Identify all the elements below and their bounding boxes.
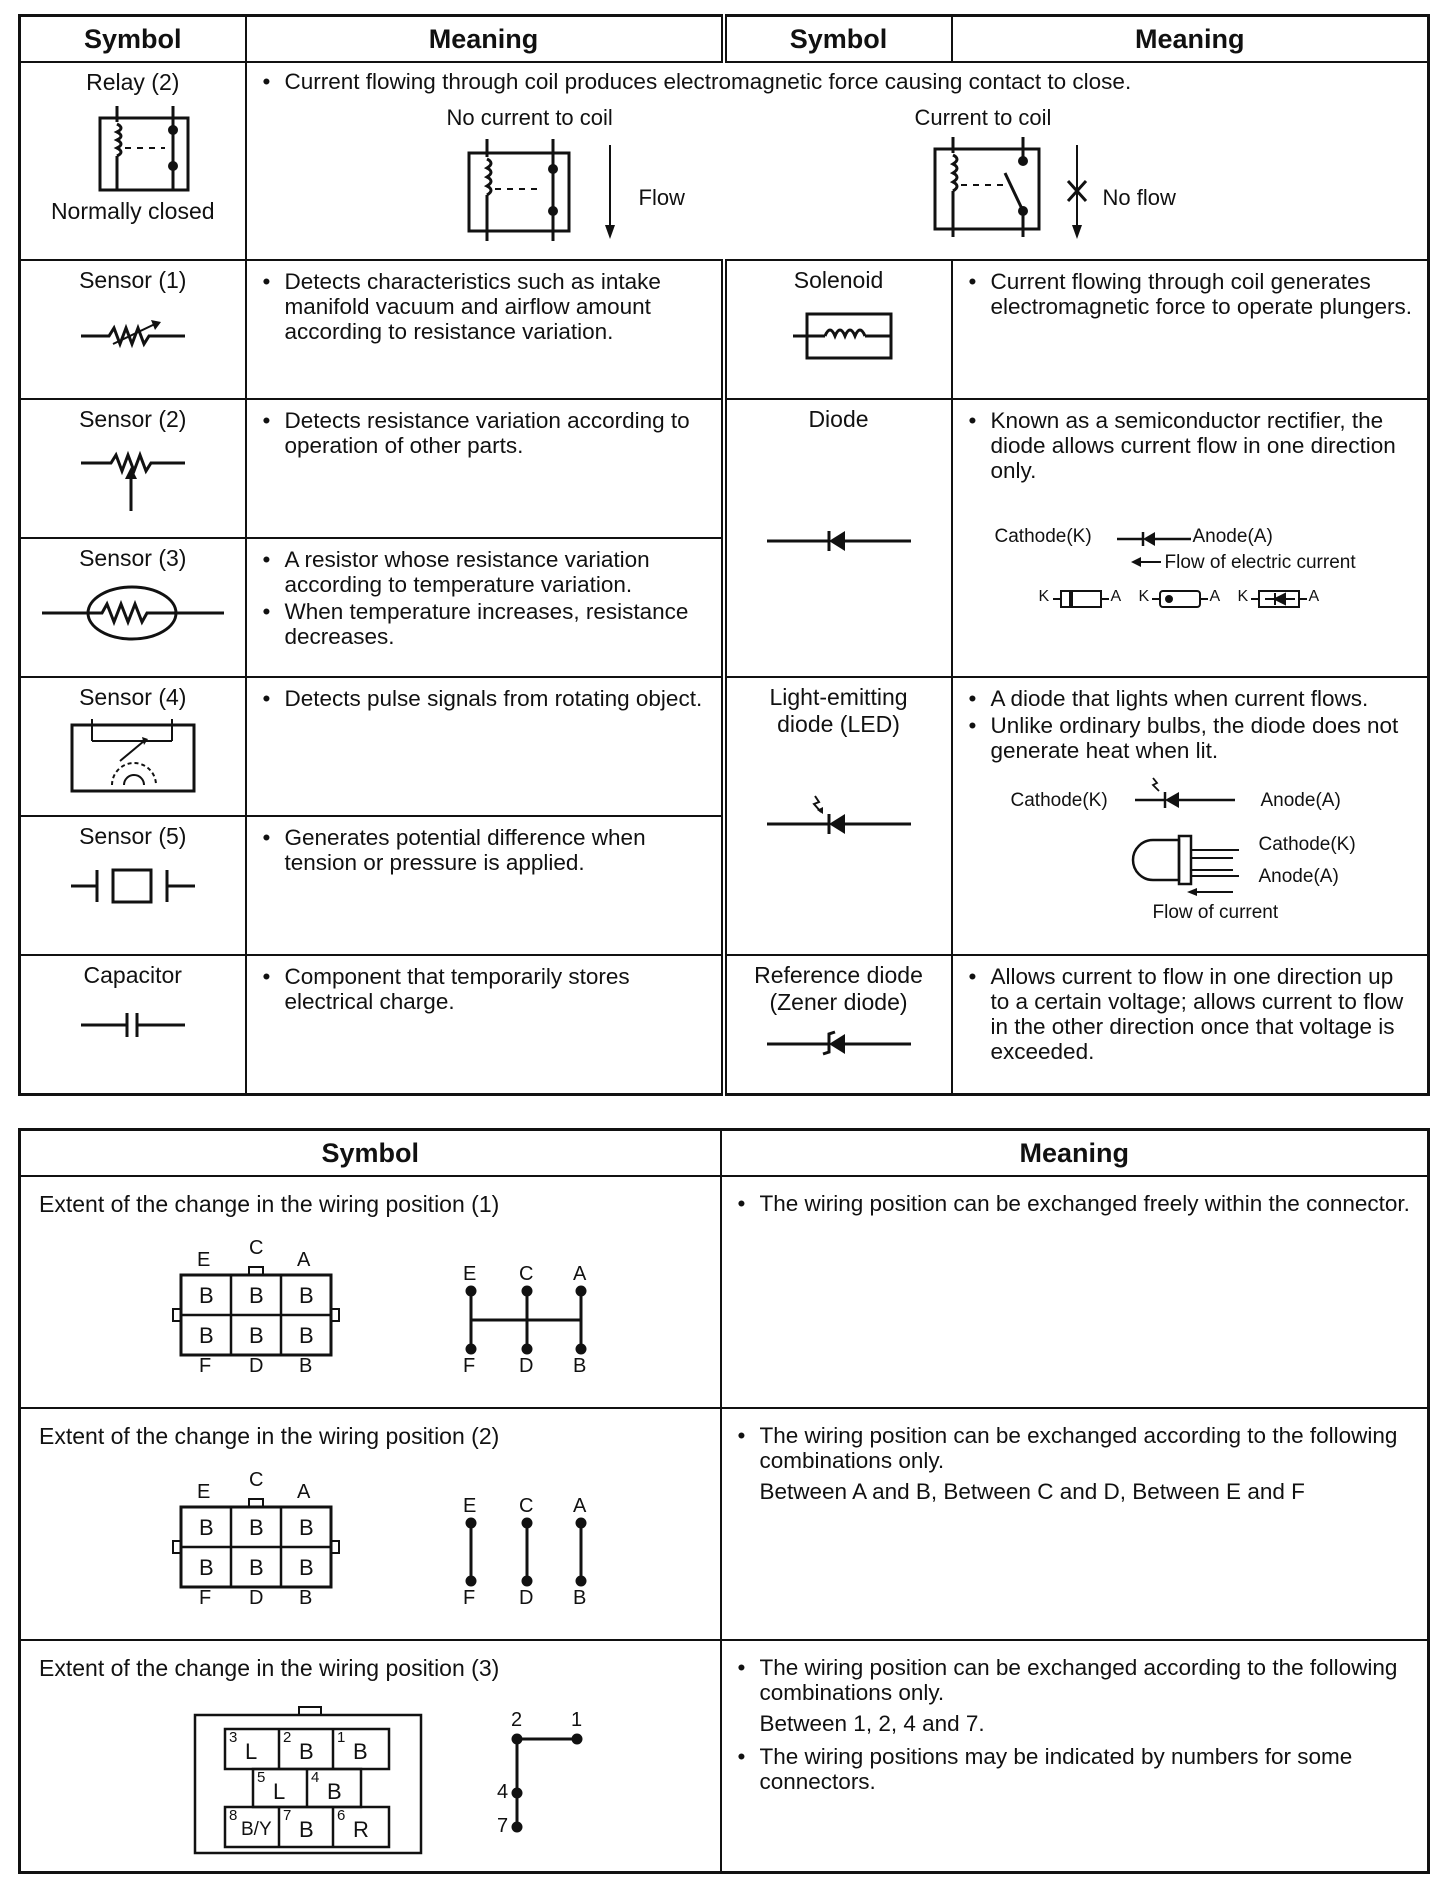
led-meaning-cell [952, 677, 1429, 955]
connector-8pin [173, 1695, 423, 1855]
conn2-cell: B [299, 1555, 314, 1580]
wiring-table [18, 1128, 1430, 1874]
zener-symbol-cell [724, 955, 952, 1094]
led-meaning-1: • A diode that lights when current flows. [967, 686, 1418, 711]
wiring3-meaning-1: • The wiring position can be exchanged according to the following combinations only. [736, 1655, 1418, 1705]
led-small-icon [1131, 774, 1241, 814]
conn1-top-e: E [197, 1249, 211, 1271]
zener-meaning: • Allows current to flow in one direction up to a certain voltage; allows current to flow in the other direction once that voltage is exceeded. [967, 964, 1418, 1064]
sensor3-label: Sensor (3) [79, 545, 187, 571]
w2-b: B [573, 1587, 587, 1609]
potentiometer-icon [73, 443, 193, 513]
pin-5-num: 5 [257, 1769, 266, 1786]
sensor2-meaning-cell [246, 399, 724, 538]
diode-small-icon [1115, 528, 1195, 550]
conn1-cell: B [299, 1283, 314, 1308]
connector-8pin-frame [173, 1695, 423, 1855]
diode-meaning: • Known as a semiconductor rectifier, the diode allows current flow in one direction only. [967, 408, 1418, 483]
sensor1-label: Sensor (1) [79, 267, 187, 293]
diode-packages-icon [1039, 586, 1339, 612]
diode-symbol-cell [724, 399, 952, 677]
no-flow-arrow-icon [1065, 143, 1089, 241]
pin-2-color: B [299, 1739, 314, 1764]
connector-6pin-2 [161, 1469, 351, 1621]
relay-flow-label: Flow [638, 185, 685, 210]
led-cathode-label-2: Cathode(K) [1258, 834, 1356, 855]
pin-7-color: B [299, 1817, 314, 1842]
sensor4-meaning: • Detects pulse signals from rotating object. [261, 686, 711, 711]
w3-pin-7: 7 [497, 1815, 509, 1837]
wiring3-symbol-cell [20, 1640, 721, 1872]
sensor1-meaning-cell [246, 260, 724, 399]
conn1-top-a: A [297, 1249, 311, 1271]
led-icon [759, 792, 919, 842]
pin-4-num: 4 [311, 1769, 320, 1786]
header-symbol-2: Symbol [724, 16, 952, 63]
header-symbol: Symbol [20, 16, 246, 63]
variable-resistor-icon [73, 314, 193, 354]
relay-meaning: • Current flowing through coil produces electromagnetic force causing contact to close. [261, 69, 1418, 94]
diode-cathode-label: Cathode(K) [994, 526, 1092, 547]
piezo-sensor-icon [63, 864, 203, 908]
sensor5-meaning: • Generates potential difference when tension or pressure is applied. [261, 825, 711, 875]
a-label-2: A [1209, 588, 1221, 605]
w1-b: B [573, 1355, 587, 1377]
connector-6pin-1 [161, 1237, 351, 1389]
sensor2-symbol-cell [20, 399, 246, 538]
capacitor-icon [73, 1005, 193, 1045]
relay-symbol-cell [20, 62, 246, 260]
w1-a: A [573, 1263, 587, 1285]
wiring1-label: Extent of the change in the wiring position (1) [39, 1191, 500, 1217]
pin-3-num: 3 [229, 1729, 238, 1746]
current-arrow-icon [1131, 556, 1161, 568]
relay-label: Relay (2) [86, 69, 180, 95]
thermistor-icon [38, 580, 228, 646]
wiring3-label: Extent of the change in the wiring position (3) [39, 1655, 500, 1681]
conn1-bottom-b: B [299, 1355, 313, 1377]
sensor3-meaning-1: • A resistor whose resistance variation according to temperature variation. [261, 547, 711, 597]
conn1-cell: B [249, 1283, 264, 1308]
sensor3-symbol-cell [20, 538, 246, 677]
conn1-cell: B [199, 1323, 214, 1348]
relay-meaning-cell [246, 62, 1429, 260]
wiring3-detail: Between 1, 2, 4 and 7. [759, 1711, 985, 1736]
conn2-cell: B [249, 1555, 264, 1580]
w2-f: F [463, 1587, 476, 1609]
conn2-cell: B [199, 1555, 214, 1580]
k-label-3: K [1237, 588, 1249, 605]
w3-pin-2: 2 [511, 1709, 523, 1731]
w2-d: D [519, 1587, 534, 1609]
conn1-top-c: C [249, 1237, 264, 1259]
w2-a: A [573, 1495, 587, 1517]
sensor4-meaning-cell [246, 677, 724, 816]
wiring2-meaning-cell [721, 1408, 1429, 1640]
relay-no-current-label: No current to coil [446, 105, 613, 130]
conn2-cell: B [299, 1515, 314, 1540]
flow-arrow-icon [603, 143, 617, 241]
wiring3-meaning-2: • The wiring positions may be indicated by numbers for some connectors. [736, 1744, 1418, 1794]
zener-meaning-cell [952, 955, 1429, 1094]
wiring2-schema [451, 1493, 591, 1613]
conn2-cell: B [199, 1515, 214, 1540]
sensor2-meaning: • Detects resistance variation according to operation of other parts. [261, 408, 711, 458]
diode-anode-label: Anode(A) [1192, 526, 1273, 547]
pin-5-color: L [273, 1779, 286, 1804]
w2-e: E [463, 1495, 477, 1517]
diode-icon [759, 521, 919, 561]
sensor4-label: Sensor (4) [79, 684, 187, 710]
capacitor-meaning-cell [246, 955, 724, 1094]
wiring1-schema [451, 1261, 591, 1381]
wiring1-symbol-cell [20, 1176, 721, 1408]
pin-4-color: B [327, 1779, 342, 1804]
w1-e: E [463, 1263, 477, 1285]
conn1-cell: B [249, 1323, 264, 1348]
w3-pin-1: 1 [571, 1709, 583, 1731]
sensor1-meaning: • Detects characteristics such as intake manifold vacuum and airflow amount according to resistance variation. [261, 269, 711, 344]
pin-8-color: B/Y [241, 1819, 272, 1840]
conn1-cell: B [299, 1323, 314, 1348]
pin-7-num: 7 [283, 1807, 292, 1824]
relay-current-label: Current to coil [914, 105, 1052, 130]
relay-no-current-icon [457, 135, 587, 245]
capacitor-label: Capacitor [83, 962, 182, 988]
k-label-2: K [1138, 588, 1150, 605]
solenoid-icon [779, 304, 899, 364]
sensor3-meaning-cell [246, 538, 724, 677]
sensor5-label: Sensor (5) [79, 823, 187, 849]
pin-2-num: 2 [283, 1729, 292, 1746]
zener-label: Reference diode (Zener diode) [754, 962, 923, 1015]
pin-8-num: 8 [229, 1807, 238, 1824]
w1-c: C [519, 1263, 534, 1285]
conn1-bottom-d: D [249, 1355, 264, 1377]
symbols-table [18, 14, 1430, 1096]
header-meaning: Meaning [246, 16, 724, 63]
wiring1-meaning: • The wiring position can be exchanged freely within the connector. [736, 1191, 1418, 1216]
wiring2-label: Extent of the change in the wiring position (2) [39, 1423, 500, 1449]
sensor2-label: Sensor (2) [79, 406, 187, 432]
conn1-cell: B [199, 1283, 214, 1308]
diode-label: Diode [808, 406, 869, 432]
sensor5-meaning-cell [246, 816, 724, 955]
relay-nc-icon [63, 96, 203, 196]
pin-1-num: 1 [337, 1729, 346, 1746]
w2-c: C [519, 1495, 534, 1517]
conn2-top-a: A [297, 1481, 311, 1503]
solenoid-symbol-cell [724, 260, 952, 399]
pin-6-color: R [353, 1817, 369, 1842]
relay-current-icon [923, 133, 1053, 239]
conn2-bottom-f: F [199, 1587, 212, 1609]
sensor1-symbol-cell [20, 260, 246, 399]
solenoid-meaning-cell [952, 260, 1429, 399]
wiring-header-meaning: Meaning [721, 1130, 1429, 1177]
wiring3-schema [477, 1705, 597, 1835]
led-flow-label: Flow of current [1152, 902, 1279, 923]
wiring2-meaning: • The wiring position can be exchanged according to the following combinations only. [736, 1423, 1418, 1473]
led-package-icon [1129, 828, 1259, 908]
conn2-bottom-d: D [249, 1587, 264, 1609]
pin-3-color: L [245, 1739, 258, 1764]
wiring-header-symbol: Symbol [20, 1130, 721, 1177]
sensor3-meaning-2: • When temperature increases, resistance decreases. [261, 599, 711, 649]
diode-meaning-cell [952, 399, 1429, 677]
led-label: Light-emitting diode (LED) [769, 684, 908, 737]
capacitor-symbol-cell [20, 955, 246, 1094]
conn2-cell: B [249, 1515, 264, 1540]
capacitor-meaning: • Component that temporarily stores electrical charge. [261, 964, 711, 1014]
wiring3-meaning-cell [721, 1640, 1429, 1872]
wiring2-detail: Between A and B, Between C and D, Between E and F [759, 1479, 1305, 1504]
wiring2-symbol-cell [20, 1408, 721, 1640]
solenoid-meaning: • Current flowing through coil generates electromagnetic force to operate plungers. [967, 269, 1418, 319]
led-symbol-cell [724, 677, 952, 955]
led-cathode-label: Cathode(K) [1010, 790, 1108, 811]
pin-1-color: B [353, 1739, 368, 1764]
a-label-3: A [1308, 588, 1320, 605]
pulse-sensor-icon [68, 715, 198, 795]
conn2-top-e: E [197, 1481, 211, 1503]
conn2-top-c: C [249, 1469, 264, 1491]
w3-pin-4: 4 [497, 1781, 509, 1803]
wiring1-meaning-cell [721, 1176, 1429, 1408]
header-meaning-2: Meaning [952, 16, 1429, 63]
led-meaning-2: • Unlike ordinary bulbs, the diode does not generate heat when lit. [967, 713, 1418, 763]
zener-diode-icon [759, 1024, 919, 1064]
sensor5-symbol-cell [20, 816, 246, 955]
sensor4-symbol-cell [20, 677, 246, 816]
conn1-bottom-f: F [199, 1355, 212, 1377]
a-label-1: A [1110, 588, 1122, 605]
solenoid-label: Solenoid [793, 267, 884, 293]
led-anode-label-2: Anode(A) [1258, 866, 1339, 887]
w1-d: D [519, 1355, 534, 1377]
relay-sublabel: Normally closed [50, 198, 215, 224]
k-label-1: K [1038, 588, 1050, 605]
w1-f: F [463, 1355, 476, 1377]
pin-6-num: 6 [337, 1807, 346, 1824]
conn2-bottom-b: B [299, 1587, 313, 1609]
relay-no-flow-label: No flow [1102, 185, 1176, 210]
led-anode-label: Anode(A) [1260, 790, 1341, 811]
diode-flow-label: Flow of electric current [1164, 552, 1356, 573]
